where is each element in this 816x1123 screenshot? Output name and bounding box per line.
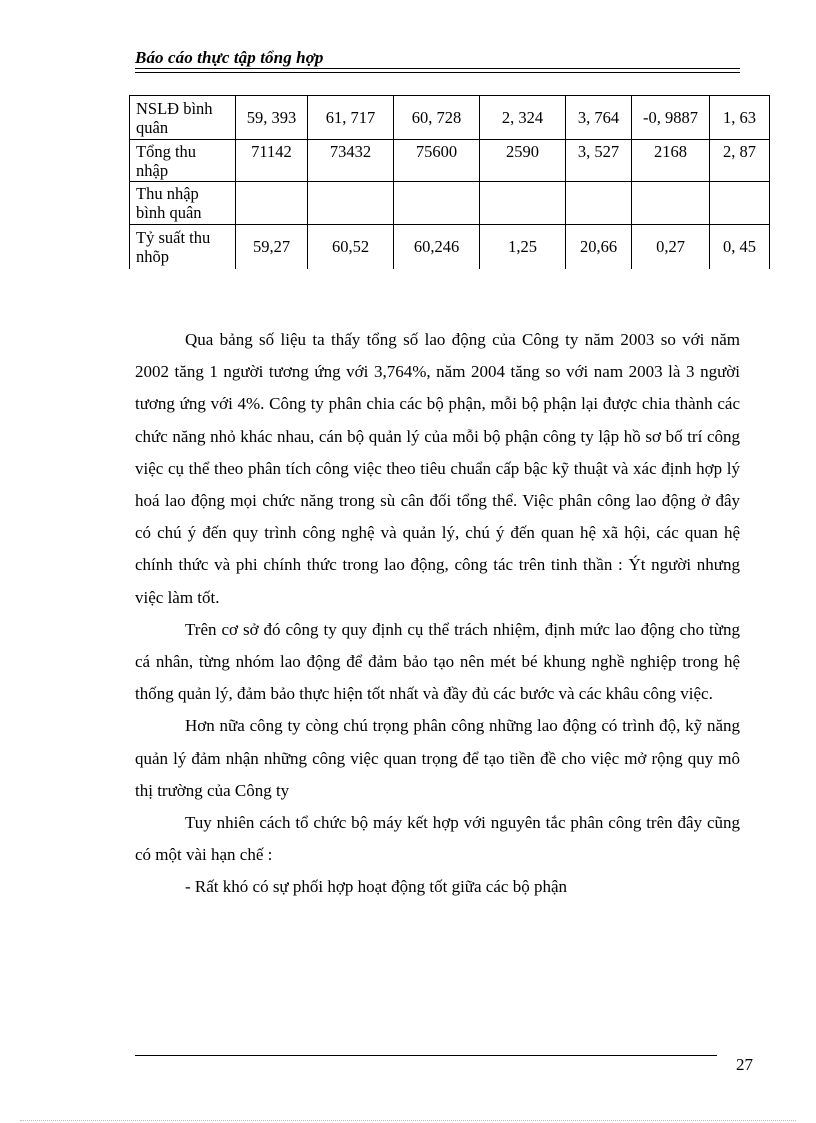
table-cell: 59, 393 bbox=[236, 96, 308, 140]
table-row bbox=[130, 182, 770, 225]
row-label: Tổng thu nhập bbox=[130, 140, 236, 182]
header-title: Báo cáo thực tập tổng hợp bbox=[135, 48, 324, 67]
body-text bbox=[135, 324, 740, 904]
table-cell: 1, 63 bbox=[710, 96, 770, 140]
paragraph: Trên cơ sở đó công ty quy định cụ thể trách nhiệm, định mức lao động cho từng cá nhân, từng nhóm lao động để đảm bảo tạo nên mét bé khung nghề nghiệp trong hệ thống quản lý, đảm bảo thực hiện tốt nhất và đầy đủ các bước và các khâu công việc. bbox=[135, 619, 740, 704]
page-number: 27 bbox=[736, 1055, 753, 1074]
table-cell: 60,52 bbox=[308, 225, 394, 269]
table-row bbox=[130, 140, 770, 182]
table-cell: -0, 9887 bbox=[632, 96, 710, 140]
table-cell: 2, 324 bbox=[480, 96, 566, 140]
table-cell: 2, 87 bbox=[710, 140, 770, 182]
page-edge bbox=[20, 1120, 796, 1121]
table-cell bbox=[308, 182, 394, 225]
table-cell bbox=[632, 182, 710, 225]
table-cell: 0, 45 bbox=[710, 225, 770, 269]
row-label: Tỷ suất thu nhõp bbox=[130, 225, 236, 269]
labor-productivity-table bbox=[129, 95, 770, 269]
table-cell: 1,25 bbox=[480, 225, 566, 269]
table-cell bbox=[566, 182, 632, 225]
table-cell: 3, 527 bbox=[566, 140, 632, 182]
table-cell: 73432 bbox=[308, 140, 394, 182]
table-cell: 0,27 bbox=[632, 225, 710, 269]
table-cell: 20,66 bbox=[566, 225, 632, 269]
table-cell bbox=[236, 182, 308, 225]
table-cell: 75600 bbox=[394, 140, 480, 182]
table-cell: 71142 bbox=[236, 140, 308, 182]
row-label: Thu nhập bình quân bbox=[130, 182, 236, 225]
table-cell: 2168 bbox=[632, 140, 710, 182]
table-cell: 61, 717 bbox=[308, 96, 394, 140]
paragraph: Tuy nhiên cách tổ chức bộ máy kết hợp với nguyên tắc phân công trên đây cũng có một vài hạn chế : bbox=[135, 813, 740, 865]
table-cell: 60, 728 bbox=[394, 96, 480, 140]
table-row bbox=[130, 225, 770, 269]
paragraph: Qua bảng số liệu ta thấy tổng số lao động của Công ty năm 2003 so với năm 2002 tăng 1 người tương ứng với 3,764%, năm 2004 tăng so với nam 2003 là 3 người tương ứng với 4%. Công ty phân chia các bộ phận, mỗi bộ phận lại được chia thành các chức năng nhỏ khác nhau, cán bộ quản lý của mỗi bộ phận công ty lập hồ sơ bố trí công việc cụ thể theo phân tích công việc theo tiêu chuẩn cấp bậc kỹ thuật và xác định hợp lý hoá lao động mọi chức năng trong sù cân đối tổng thể. Việc phân công lao động ở đây có chú ý đến quy trình công nghệ và quản lý, chú ý đến quan hệ xã hội, các quan hệ chính thức và phi chính thức trong lao động, công tác trên tinh thần : Ýt người nhưng việc làm tốt. bbox=[135, 330, 740, 607]
header-rule bbox=[135, 68, 740, 73]
table-cell: 3, 764 bbox=[566, 96, 632, 140]
table-row bbox=[130, 96, 770, 140]
table-cell bbox=[710, 182, 770, 225]
table-cell bbox=[394, 182, 480, 225]
paragraph: - Rất khó có sự phối hợp hoạt động tốt giữa các bộ phận bbox=[185, 877, 567, 897]
footer-rule bbox=[135, 1055, 717, 1056]
row-label: NSLĐ bình quân bbox=[130, 96, 236, 140]
table-cell bbox=[480, 182, 566, 225]
table-cell: 2590 bbox=[480, 140, 566, 182]
table-cell: 60,246 bbox=[394, 225, 480, 269]
table-cell: 59,27 bbox=[236, 225, 308, 269]
paragraph: Hơn nữa công ty còng chú trọng phân công những lao động có trình độ, kỹ năng quản lý đảm nhận những công việc quan trọng để tạo tiền đề cho việc mở rộng quy mô thị trường của Công ty bbox=[135, 716, 740, 800]
